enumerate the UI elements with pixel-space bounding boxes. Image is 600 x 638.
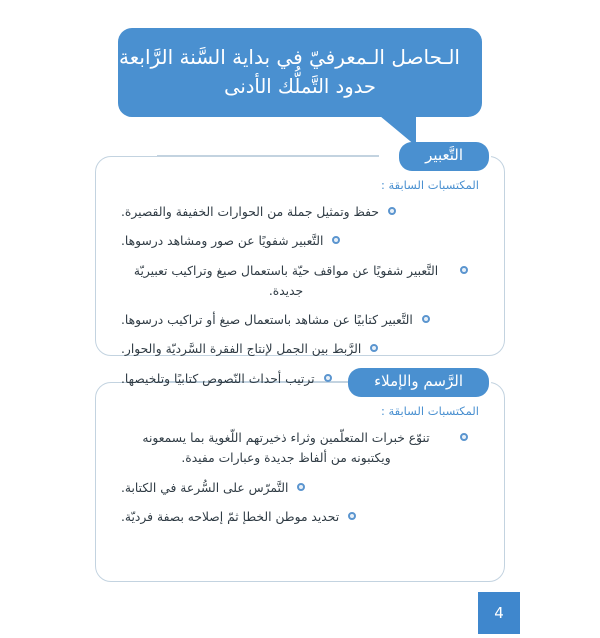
page-title-line-2: حدود التَّملُّك الأدنى xyxy=(224,75,376,98)
list-item xyxy=(121,310,479,330)
section-content xyxy=(95,382,505,552)
title-bubble-body xyxy=(118,28,482,117)
list-item-text: التَّعبير شفويًا عن مواقف حيّة باستعمال صيغ وتراكيب تعبيريّة جديدة. xyxy=(133,263,439,298)
list-item xyxy=(121,202,479,222)
bullet-point-icon xyxy=(422,315,430,323)
section-tab-expression[interactable]: التَّعبير xyxy=(399,142,489,171)
bullet-point-icon xyxy=(348,512,356,520)
bullet-point-icon xyxy=(297,483,305,491)
list-item-text: التَّمرّس على السُّرعة في الكتابة. xyxy=(121,480,289,495)
bullet-point-icon xyxy=(370,344,378,352)
bullet-point-icon xyxy=(388,207,396,215)
list-item-text: تحديد موطن الخطإ ثمّ إصلاحه بصفة فرديّة. xyxy=(121,509,340,524)
prior-acquisitions-list xyxy=(121,202,479,389)
list-item xyxy=(121,428,479,469)
section-tab-handwriting-dictation[interactable]: الرَّسم والإملاء xyxy=(348,368,489,397)
list-item-text: تنوّع خبرات المتعلّمين وثراء ذخيرتهم اللّغوية بما يسمعونه ويكتبونه من ألفاظ جديدة وعبارات مفيدة. xyxy=(142,431,430,466)
prior-acquisitions-list xyxy=(121,428,479,527)
list-item xyxy=(121,339,479,359)
page-number: 4 xyxy=(478,592,520,634)
list-item-text: حفظ وتمثيل جملة من الحوارات الخفيفة والقصيرة. xyxy=(121,205,379,219)
section-content xyxy=(95,156,505,414)
list-item xyxy=(121,507,479,527)
bullet-point-icon xyxy=(324,374,332,382)
list-item xyxy=(121,231,479,251)
list-item-text: الرَّبط بين الجمل لإنتاج الفقرة السَّرديّة والحوار. xyxy=(121,342,362,357)
bullet-point-icon xyxy=(460,433,468,441)
list-item xyxy=(121,261,479,302)
bullet-point-icon xyxy=(460,266,468,274)
page-title-line-1: الـحاصل الـمعرفيّ في بداية السَّنة الرَّابعة xyxy=(119,45,460,69)
list-item-text: التَّعبير كتابيًا عن مشاهد باستعمال صيغ أو تراكيب درسوها. xyxy=(121,313,413,328)
section-subtitle: المكتسبات السابقة : xyxy=(380,178,479,192)
bullet-point-icon xyxy=(332,236,340,244)
list-item-text: ترتيب أحداث النّصوص كتابيًا وتلخيصها. xyxy=(121,371,315,386)
section-subtitle: المكتسبات السابقة : xyxy=(380,404,479,418)
list-item xyxy=(121,478,479,498)
list-item-text: التَّعبير شفويًا عن صور ومشاهد درسوها. xyxy=(121,234,324,249)
title-speech-bubble xyxy=(118,28,482,117)
